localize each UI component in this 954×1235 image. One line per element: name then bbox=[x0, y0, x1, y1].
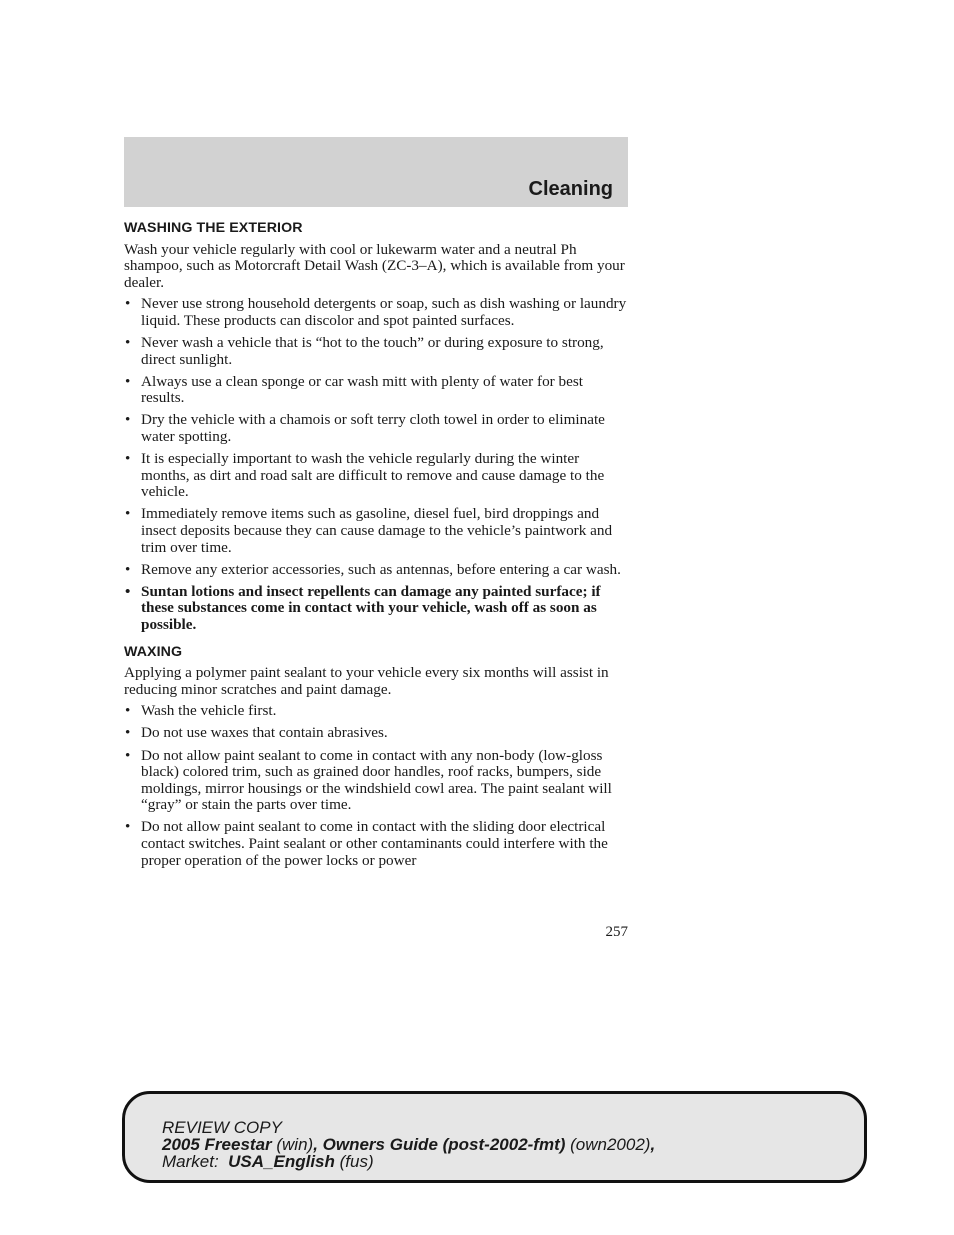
list-item-text: Do not allow paint sealant to come in contact with the sliding door electrical contact switches. Paint sealant or other contaminants could interfere with the proper operation of the power locks or power bbox=[141, 818, 608, 869]
warning-list-item bbox=[124, 584, 630, 634]
review-copy-text bbox=[162, 1119, 655, 1170]
trailing-comma: , bbox=[650, 1135, 656, 1154]
list-item bbox=[124, 374, 630, 407]
review-copy-label: REVIEW COPY bbox=[162, 1118, 282, 1137]
list-item-text: It is especially important to wash the vehicle regularly during the winter months, as dirt and road salt are difficult to remove and cause damage to the vehicle. bbox=[141, 450, 605, 501]
page-content bbox=[124, 220, 630, 875]
waxing-heading: WAXING bbox=[124, 643, 183, 660]
bullet-icon: • bbox=[125, 746, 131, 764]
model-name: 2005 Freestar bbox=[162, 1135, 272, 1154]
list-item bbox=[124, 296, 630, 329]
list-item bbox=[124, 748, 630, 814]
bullet-icon: • bbox=[125, 505, 131, 523]
list-item bbox=[124, 451, 630, 501]
list-item-text: Never wash a vehicle that is “hot to the touch” or during exposure to strong, direct sunlight. bbox=[141, 334, 604, 368]
model-code: (win) bbox=[271, 1135, 314, 1154]
list-item-text: Suntan lotions and insect repellents can damage any painted surface; if these substances come in contact with your vehicle, wash off as soon as possible. bbox=[141, 582, 601, 633]
bullet-icon: • bbox=[125, 702, 131, 720]
review-copy-model-line bbox=[162, 1136, 655, 1153]
market-name: USA_English bbox=[228, 1152, 335, 1171]
bullet-icon: • bbox=[125, 582, 131, 600]
list-item-text: Dry the vehicle with a chamois or soft terry cloth towel in order to eliminate water spotting. bbox=[141, 411, 605, 446]
list-item bbox=[124, 725, 630, 742]
section-header-band bbox=[124, 137, 628, 207]
bullet-icon: • bbox=[125, 818, 131, 836]
washing-heading: WASHING THE EXTERIOR bbox=[124, 220, 303, 236]
review-copy-market-line bbox=[162, 1153, 655, 1170]
list-item bbox=[124, 703, 630, 720]
list-item bbox=[124, 412, 630, 445]
washing-intro: Wash your vehicle regularly with cool or lukewarm water and a neutral Ph shampoo, such as Motorcraft Detail Wash (ZC-3–A), which is available from your dealer. bbox=[124, 240, 625, 291]
list-item-text: Always use a clean sponge or car wash mitt with plenty of water for best results. bbox=[141, 372, 583, 407]
list-item bbox=[124, 335, 630, 368]
bullet-icon: • bbox=[125, 334, 131, 352]
page-number: 257 bbox=[605, 924, 628, 940]
guide-name: , Owners Guide (post-2002-fmt) bbox=[313, 1135, 566, 1154]
list-item bbox=[124, 506, 630, 556]
bullet-icon: • bbox=[125, 411, 131, 429]
list-item-text: Immediately remove items such as gasoline, diesel fuel, bird droppings and insect deposits because they can cause damage to the vehicle’s paintwork and trim over time. bbox=[141, 505, 613, 556]
list-item-text: Wash the vehicle first. bbox=[141, 702, 277, 720]
list-item-text: Do not allow paint sealant to come in contact with any non-body (low-gloss black) colored trim, such as grained door handles, roof racks, bumpers, side moldings, mirror housings or the windshield cowl area. The paint sealant will “gray” or stain the parts over time. bbox=[141, 746, 612, 814]
list-item bbox=[124, 819, 630, 869]
waxing-bullet-list bbox=[124, 703, 630, 869]
list-item bbox=[124, 562, 630, 579]
bullet-icon: • bbox=[125, 295, 131, 313]
washing-bullet-list bbox=[124, 296, 630, 633]
list-item-text: Do not use waxes that contain abrasives. bbox=[141, 724, 388, 742]
bullet-icon: • bbox=[125, 450, 131, 468]
market-code: (fus) bbox=[334, 1152, 374, 1171]
guide-code: (own2002) bbox=[565, 1135, 651, 1154]
list-item-text: Remove any exterior accessories, such as antennas, before entering a car wash. bbox=[141, 560, 621, 578]
market-label: Market: bbox=[162, 1152, 219, 1171]
waxing-intro: Applying a polymer paint sealant to your vehicle every six months will assist in reducing minor scratches and paint damage. bbox=[124, 664, 609, 698]
bullet-icon: • bbox=[125, 372, 131, 390]
section-title: Cleaning bbox=[528, 178, 613, 200]
bullet-icon: • bbox=[125, 724, 131, 742]
list-item-text: Never use strong household detergents or soap, such as dish washing or laundry liquid. These products can discolor and spot painted surfaces. bbox=[141, 295, 627, 329]
bullet-icon: • bbox=[125, 560, 131, 578]
review-copy-footer bbox=[122, 1091, 867, 1183]
